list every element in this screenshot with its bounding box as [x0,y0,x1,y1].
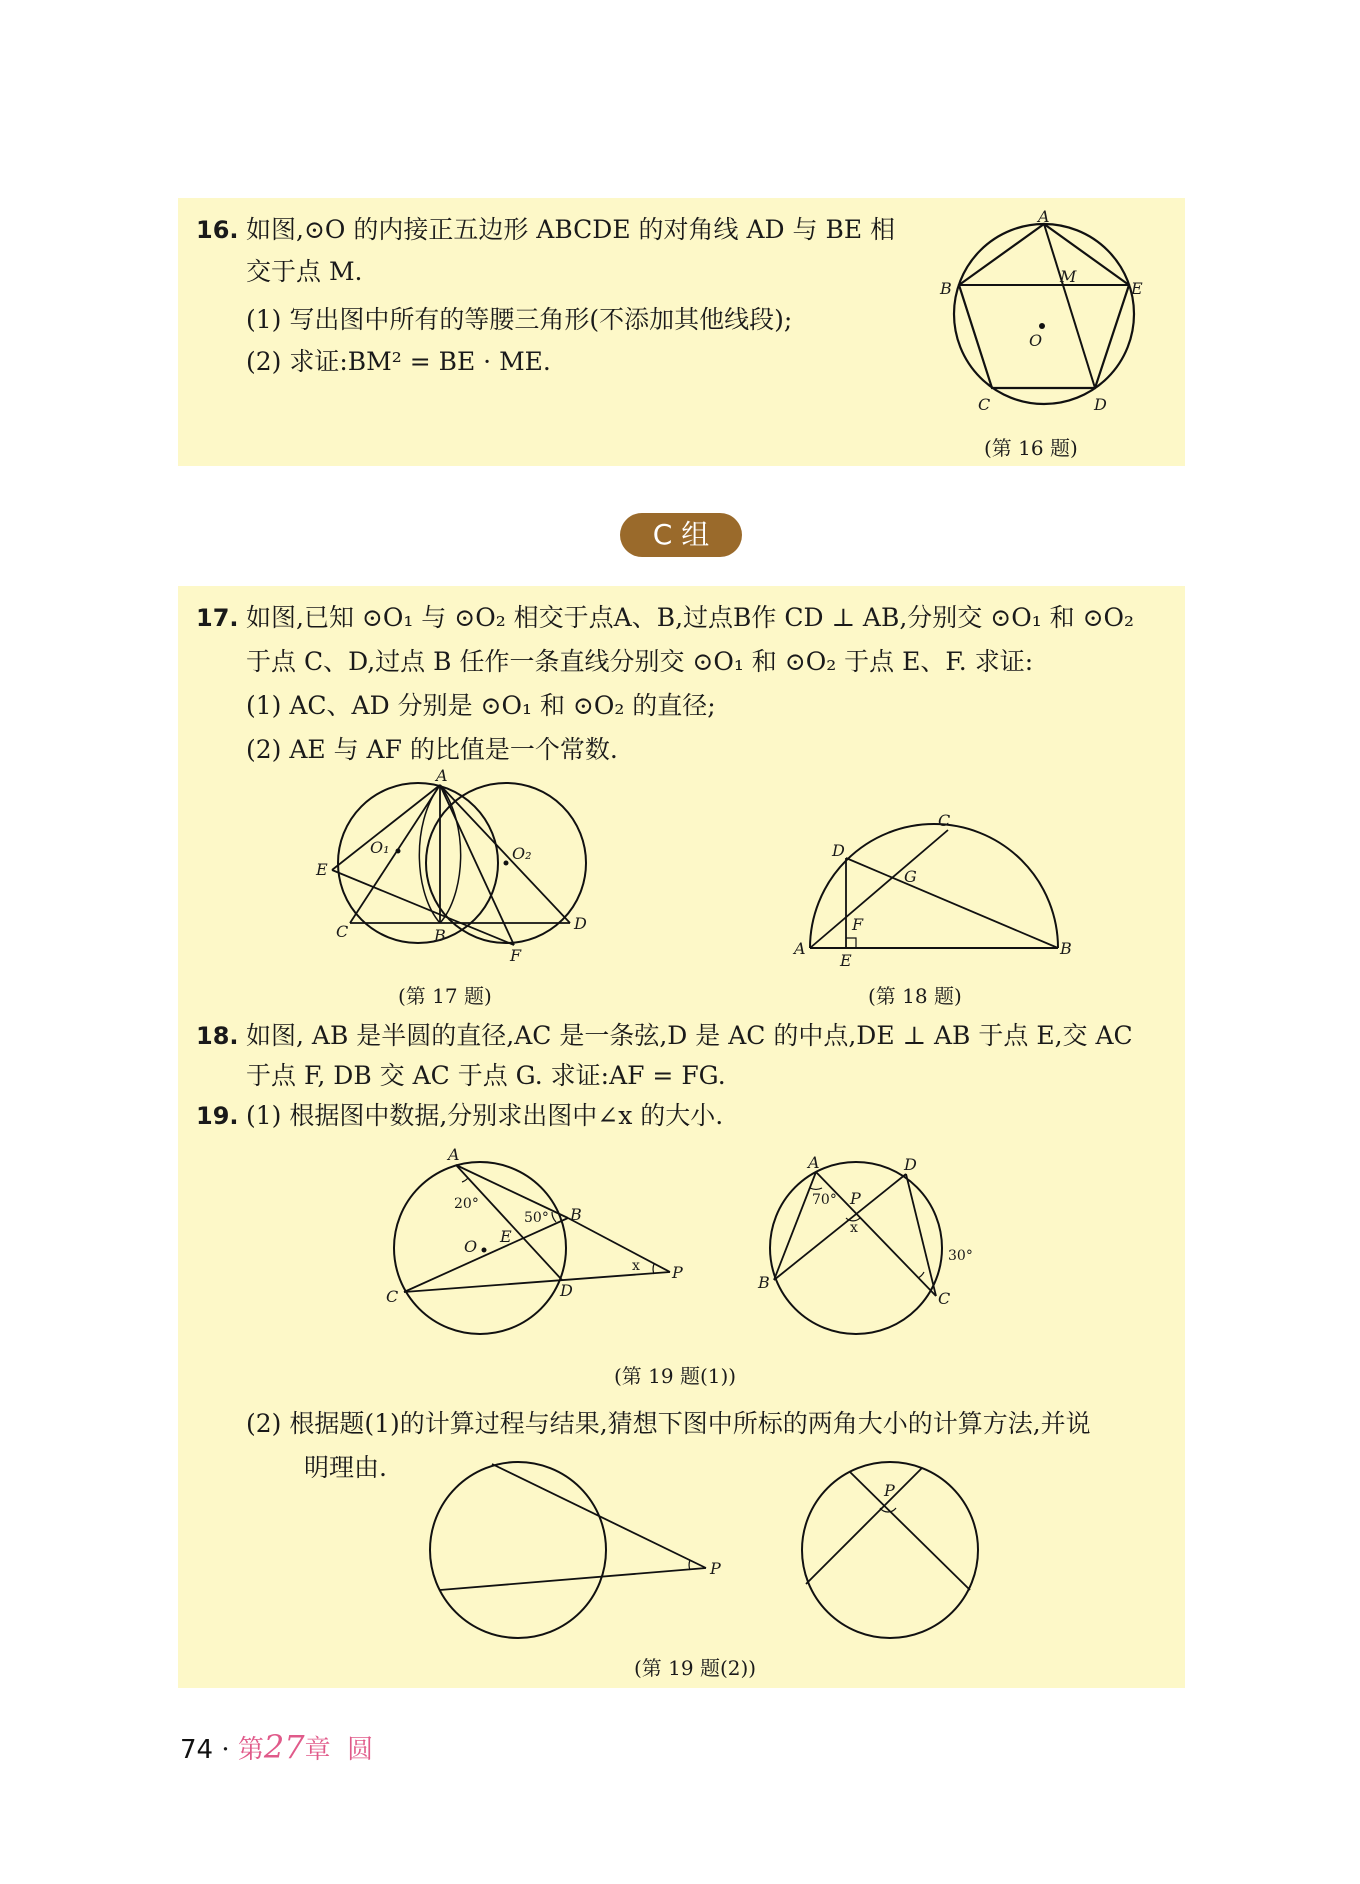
q18-line1: 如图, AB 是半圆的直径,AC 是一条弦,D 是 AC 的中点,DE ⊥ AB 于点 E,交 AC [246,1021,1133,1050]
q16-line1: 如图,⊙O 的内接正五边形 ABCDE 的对角线 AD 与 BE 相 [246,215,896,244]
chapter-title: 圆 [347,1735,374,1765]
label-C: C [938,1289,951,1308]
label-D: D [1094,395,1107,414]
q19-figure2-left [430,1456,730,1650]
label-G: G [904,867,917,886]
label-D: D [574,914,587,933]
q18-number: 18. [196,1022,239,1050]
label-B: B [1060,939,1072,958]
intersecting-chords-diagram [758,1153,980,1340]
q17-line2: 于点 C、D,过点 B 任作一条直线分别交 ⊙O₁ 和 ⊙O₂ 于点 E、F. 求证: [246,647,1034,676]
q19-figure1-right [758,1153,980,1344]
label-O1: O₁ [370,838,390,857]
label-angle-50: 50° [524,1210,549,1226]
label-angle-20: 20° [454,1196,479,1212]
q16-figure [934,207,1154,428]
two-circles-diagram [310,766,590,965]
pentagon-in-circle-diagram [934,207,1154,424]
footer-dot: · [221,1735,230,1765]
chapter-suffix: 章 [304,1735,331,1765]
label-C: C [938,811,951,830]
label-C: C [336,922,349,941]
label-D: D [560,1281,573,1300]
label-P: P [672,1263,683,1282]
label-B: B [940,279,952,298]
label-F: F [510,946,522,965]
q19-part2-line2: 明理由. [304,1453,387,1482]
label-A: A [436,766,448,785]
q17-part1: (1) AC、AD 分别是 ⊙O₁ 和 ⊙O₂ 的直径; [246,691,716,720]
q19-figure2-right [802,1460,1002,1654]
q16-line2: 交于点 M. [246,257,363,286]
label-A: A [448,1145,460,1164]
q16-caption: (第 16 题) [984,436,1078,460]
secant-angle-diagram [386,1145,692,1340]
q19-figure2-caption: (第 19 题(2)) [634,1656,757,1680]
label-P: P [884,1481,895,1500]
chapter-prefix: 第 [237,1735,264,1765]
q17-part2: (2) AE 与 AF 的比值是一个常数. [246,735,618,764]
chapter-number: 27 [263,1728,305,1766]
page-footer [180,1728,373,1766]
label-angle-70: 70° [812,1192,837,1208]
label-D: D [904,1155,917,1174]
label-F: F [852,915,864,934]
crossing-chords-diagram [802,1460,1002,1650]
label-O: O [464,1237,478,1256]
page-number: 74 [180,1735,214,1765]
label-B: B [434,926,446,945]
label-P: P [710,1559,721,1578]
label-B: B [758,1273,770,1292]
q17-figure [310,766,590,969]
q18-line2: 于点 F, DB 交 AC 于点 G. 求证:AF = FG. [246,1061,726,1090]
label-C: C [978,395,991,414]
q16-part1: (1) 写出图中所有的等腰三角形(不添加其他线段); [246,305,793,334]
q18-caption: (第 18 题) [868,984,962,1008]
q18-figure [794,811,1072,970]
label-P: P [850,1189,861,1208]
q19-part2-line1: (2) 根据题(1)的计算过程与结果,猜想下图中所标的两角大小的计算方法,并说 [246,1409,1091,1438]
label-x: x [632,1258,640,1274]
label-E: E [840,951,852,970]
label-E: E [1131,279,1143,298]
label-A: A [1038,207,1050,226]
label-M: M [1060,267,1077,286]
label-A: A [808,1153,820,1172]
group-c-badge: C 组 [620,513,742,557]
label-C: C [386,1287,399,1306]
external-secants-diagram [430,1456,730,1646]
label-O: O [1029,331,1043,350]
q16-part2: (2) 求证:BM² = BE · ME. [246,347,551,376]
q17-caption: (第 17 题) [398,984,492,1008]
label-angle-30: 30° [948,1248,973,1264]
label-x: x [850,1220,858,1236]
q19-figure1-left [386,1145,692,1344]
q19-figure1-caption: (第 19 题(1)) [614,1364,737,1388]
q19-number: 19. [196,1102,239,1130]
q17-number: 17. [196,604,239,632]
q16-number: 16. [196,216,239,244]
label-O2: O₂ [512,844,532,863]
label-B: B [570,1205,582,1224]
label-E: E [316,860,328,879]
semicircle-diagram [794,811,1072,970]
label-A: A [794,939,806,958]
label-D: D [832,841,845,860]
label-E: E [500,1227,512,1246]
q17-line1: 如图,已知 ⊙O₁ 与 ⊙O₂ 相交于点A、B,过点B作 CD ⊥ AB,分别交 ⊙O₁ 和 ⊙O₂ [246,603,1135,632]
q19-part1: (1) 根据图中数据,分别求出图中∠x 的大小. [246,1101,724,1130]
